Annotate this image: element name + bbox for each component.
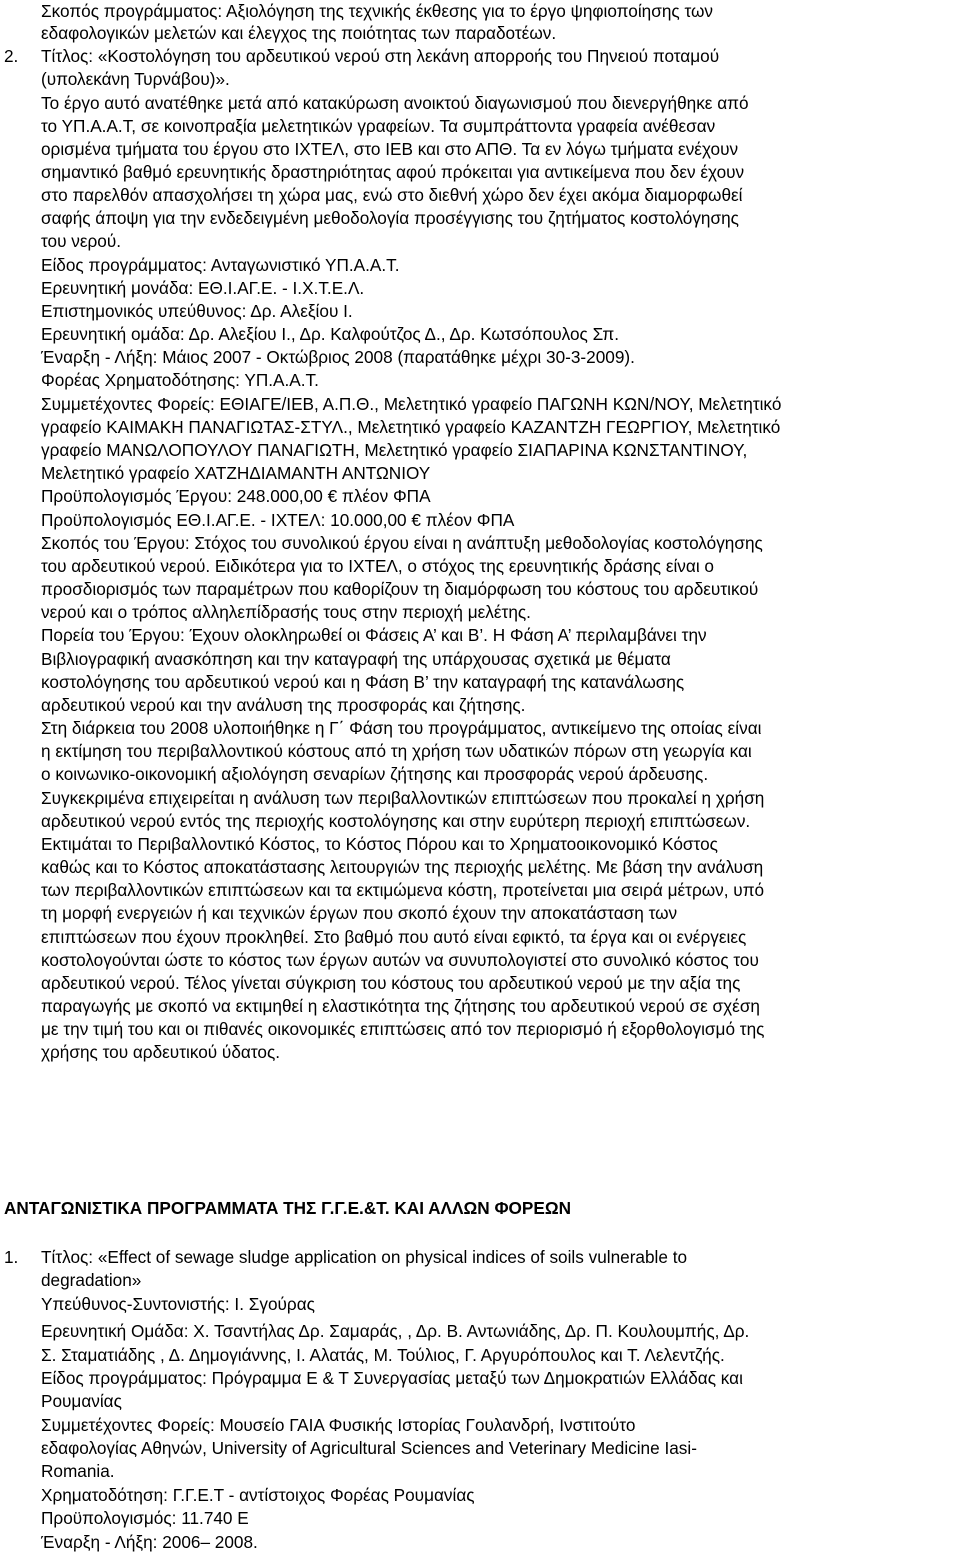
coordinator: Υπεύθυνος-Συντονιστής: Ι. Σγούρας (41, 1294, 315, 1314)
item2-line: Τίτλος: «Κοστολόγηση του αρδευτικού νερού στη λεκάνη απορροής του Πηνειού ποταμού (41, 46, 720, 66)
item2-line: τη μορφή ενεργειών ή και τεχνικών έργων που σκοπό έχουν την αποκατάσταση των (41, 903, 678, 923)
item1-participants: εδαφολογίας Αθηνών, University of Agricultural Sciences and Veterinary Medicine Iasi- (41, 1438, 697, 1458)
scientific-lead: Επιστημονικός υπεύθυνος: Δρ. Αλεξίου Ι. (41, 301, 353, 321)
item1-line: Τίτλος: «Effect of sewage sludge application on physical indices of soils vulnerable to (41, 1247, 688, 1267)
item2-line: χρήσης του αρδευτικού ύδατος. (41, 1042, 280, 1062)
section-heading: ΑΝΤΑΓΩΝΙΣΤΙΚΑ ΠΡΟΓΡΑΜΜΑΤΑ ΤΗΣ Γ.Γ.Ε.&Τ. ΚΑΙ ΑΛΛΩΝ ΦΟΡΕΩΝ (4, 1198, 572, 1218)
item2-line: Εκτιμάται το Περιβαλλοντικό Κόστος, το Κόστος Πόρου και το Χρηματοοικονομικό Κόστος (41, 834, 718, 854)
item2-line: το ΥΠ.Α.Α.Τ, σε κοινοπραξία μελετητικών γραφείων. Τα συμπράττοντα γραφεία ανέθεσαν (41, 116, 716, 136)
item2-number: 2. (4, 46, 19, 66)
item2-line: Βιβλιογραφική ανασκόπηση και την καταγραφή της υπάρχουσας σχετικά με θέματα (41, 649, 671, 669)
program-type: Είδος προγράμματος: Ανταγωνιστικό ΥΠ.Α.Α.Τ. (41, 255, 400, 275)
item2-line: Συγκεκριμένα επιχειρείται η ανάλυση των περιβαλλοντικών επιπτώσεων που προκαλεί η χρήση (41, 788, 765, 808)
item2-line: παραγωγής με σκοπό να εκτιμηθεί η ελαστικότητα της ζήτησης του αρδευτικού νερού σε σχέση (41, 996, 760, 1016)
item1-line: degradation» (41, 1270, 142, 1290)
item1-participants: Romania. (41, 1461, 115, 1481)
item2-line: ορισμένα τμήματα του έργου στο ΙΧΤΕΛ, στο ΙΕΒ και στο ΑΠΘ. Τα εν λόγω τμήματα ενέχουν (41, 139, 739, 159)
item2-line: Το έργο αυτό ανατέθηκε μετά από κατακύρωση ανοικτού διαγωνισμού που διενεργήθηκε από (41, 93, 749, 113)
item2-line: στο παρελθόν απασχολήσει τη χώρα μας, ενώ στο διεθνή χώρο δεν έχει ακόμα διαμορφωθεί (41, 185, 743, 205)
participants-line: γραφείο ΜΑΝΩΛΟΠΟΥΛΟΥ ΠΑΝΑΓΙΩΤΗ, Μελετητικό γραφείο ΣΙΑΠΑΡΙΝΑ ΚΩΝΣΤΑΝΤΙΝΟΥ, (41, 440, 748, 460)
item1-team-line: Σ. Σταματιάδης , Δ. Δημογιάννης, Ι. Αλατάς, Μ. Τούλιος, Γ. Αργυρόπουλος και Τ. Λελεντζής. (41, 1345, 725, 1365)
item2-line: αρδευτικού νερού εντός της περιοχής κοστολόγησης και στην ευρύτερη περιοχή επιπτώσεων. (41, 811, 751, 831)
item2-line: σαφής άποψη για την ενδεδειγμένη μεθοδολογία προσέγγισης του ζητήματος κοστολόγησης (41, 208, 739, 228)
item2-line: με την τιμή του και οι πιθανές οικονομικές επιπτώσεις από τον περιορισμό ή εξορθολογισμό της (41, 1019, 765, 1039)
item2-line: του αρδευτικού νερού. Ειδικότερα για το ΙΧΤΕΛ, ο στόχος της ερευνητικής δράσης είναι ο (41, 556, 714, 576)
item1-participants: Συμμετέχοντες Φορείς: Μουσείο ΓΑΙΑ Φυσικής Ιστορίας Γουλανδρή, Ινστιτούτο (41, 1415, 636, 1435)
item2-line: επιπτώσεων που έχουν προκληθεί. Στο βαθμό που αυτό είναι εφικτό, τα έργα και οι ενέργειες (41, 927, 747, 947)
item1-team-line: Ερευνητική Ομάδα: Χ. Τσαντήλας Δρ. Σαμαράς, , Δρ. Β. Αντωνιάδης, Δρ. Π. Κουλουμπής, Δρ. (41, 1321, 750, 1341)
item2-line: Στη διάρκεια του 2008 υλοποιήθηκε η Γ΄ Φάση του προγράμματος, αντικείμενο της οποίας είναι (41, 718, 762, 738)
participants-line: Μελετητικό γραφείο ΧΑΤΖΗΔΙΑΜΑΝΤΗ ΑΝΤΩΝΙΟΥ (41, 463, 431, 483)
item2-line: Σκοπός του Έργου: Στόχος του συνολικού έργου είναι η ανάπτυξη μεθοδολογίας κοστολόγησης (41, 533, 763, 553)
item2-line: των περιβαλλοντικών επιπτώσεων και τα εκτιμώμενα κόστη, προτείνεται μια σειρά μέτρων, υπό (41, 880, 765, 900)
item1-funding: Χρηματοδότηση: Γ.Γ.Ε.Τ - αντίστοιχος Φορέας Ρουμανίας (41, 1485, 475, 1505)
item2-line: ο κοινωνικο-οικονομική αξιολόγηση σεναρίων ζήτησης και προσφοράς νερού άρδευσης. (41, 764, 709, 784)
item1-budget: Προϋπολογισμός: 11.740 Ε (41, 1508, 249, 1528)
research-team: Ερευνητική ομάδα: Δρ. Αλεξίου Ι., Δρ. Καλφούτζος Δ., Δρ. Κωτσόπουλος Σπ. (41, 324, 620, 344)
section1-line-1: Σκοπός προγράμματος: Αξιολόγηση της τεχνικής έκθεσης για το έργο ψηφιοποίησης των (41, 1, 714, 21)
research-unit: Ερευνητική μονάδα: ΕΘ.Ι.ΑΓ.Ε. - Ι.Χ.Τ.Ε.Λ. (41, 278, 365, 298)
item2-line: του νερού. (41, 231, 122, 251)
start-end: Έναρξη - Λήξη: Μάιος 2007 - Οκτώβριος 2008 (παρατάθηκε μέχρι 30-3-2009). (41, 347, 635, 367)
participants-line: γραφείο ΚΑΙΜΑΚΗ ΠΑΝΑΓΙΩΤΑΣ-ΣΤΥΛ., Μελετητικό γραφείο ΚΑΖΑΝΤΖΗ ΓΕΩΡΓΙΟΥ, Μελετητικό (41, 417, 781, 437)
item2-line: σημαντικό βαθμό ερευνητικής δραστηριότητας αφού πρόκειται για αντικείμενα που δεν έχουν (41, 162, 745, 182)
item2-line: η εκτίμηση του περιβαλλοντικού κόστους από τη χρήση των υδατικών πόρων στη γεωργία και (41, 741, 752, 761)
item2-line: αρδευτικού νερού και την ανάλυση της προσφοράς και ζήτησης. (41, 695, 526, 715)
item2-line: προσδιορισμός των παραμέτρων που καθορίζουν τη διαμόρφωση του κόστους του αρδευτικού (41, 579, 759, 599)
item2-line: καθώς και το Κόστος αποκατάστασης λειτουργιών της περιοχής μελέτης. Με βάση την ανάλυση (41, 857, 764, 877)
item2-line: (υπολεκάνη Τυρνάβου)». (41, 69, 230, 89)
participants-line: Συμμετέχοντες Φορείς: ΕΘΙΑΓΕ/ΙΕΒ, Α.Π.Θ., Μελετητικό γραφείο ΠΑΓΩΝΗ ΚΩΝ/ΝΟΥ, Μελετητικό (41, 394, 782, 414)
institute-budget: Προϋπολογισμός ΕΘ.Ι.ΑΓ.Ε. - ΙΧΤΕΛ: 10.000,00 € πλέον ΦΠΑ (41, 510, 515, 530)
item2-line: νερού και ο τρόπος αλληλεπίδρασής τους στην περιοχή μελέτης. (41, 602, 531, 622)
item1-start-end: Έναρξη - Λήξη: 2006– 2008. (41, 1532, 258, 1552)
section1-line-2: εδαφολογικών μελετών και έλεγχος της ποιότητας των παραδοτέων. (41, 23, 557, 43)
funding-body: Φορέας Χρηματοδότησης: ΥΠ.Α.Α.Τ. (41, 370, 319, 390)
item1-program-type: Είδος προγράμματος: Πρόγραμμα Ε & Τ Συνεργασίας μεταξύ των Δημοκρατιών Ελλάδας και (41, 1368, 743, 1388)
item2-line: κοστολόγησης του αρδευτικού νερού και η Φάση Β’ την καταγραφή της κατανάλωσης (41, 672, 685, 692)
item1-program-type: Ρουμανίας (41, 1391, 122, 1411)
item2-line: Πορεία του Έργου: Έχουν ολοκληρωθεί οι Φάσεις Α’ και Β’. Η Φάση Α’ περιλαμβάνει την (41, 625, 707, 645)
item2-line: κοστολογούνται ώστε το κόστος των έργων αυτών να συνυπολογιστεί στο συνολικό κόστος του (41, 950, 759, 970)
item1-number: 1. (4, 1247, 19, 1267)
project-budget: Προϋπολογισμός Έργου: 248.000,00 € πλέον ΦΠΑ (41, 486, 431, 506)
item2-line: αρδευτικού νερού. Τέλος γίνεται σύγκριση του κόστους του αρδευτικού νερού με την αξία της (41, 973, 741, 993)
